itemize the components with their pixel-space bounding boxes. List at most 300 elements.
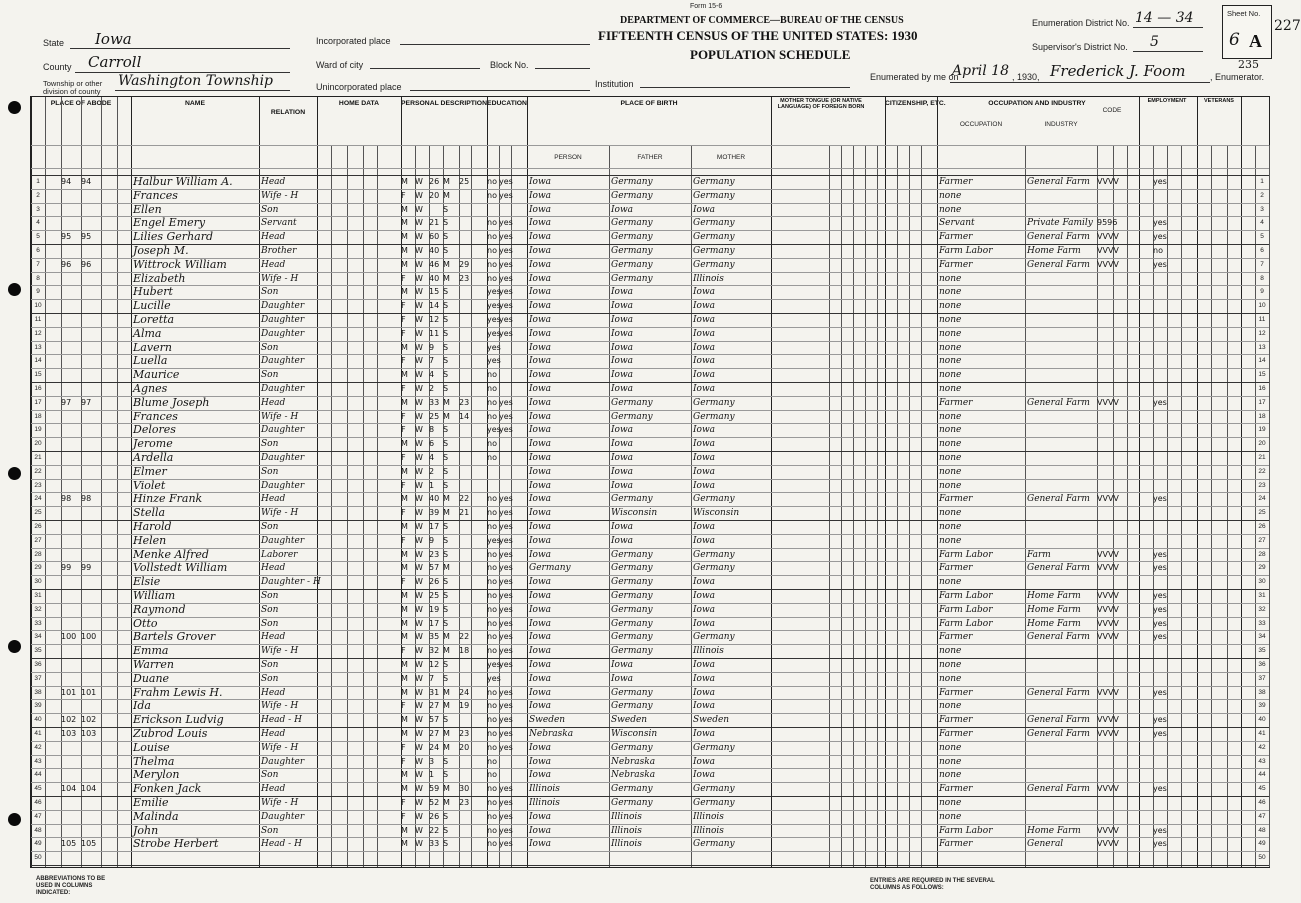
row-number: 46 [1258, 799, 1266, 806]
cell-emp: yes [1153, 494, 1167, 504]
schedule-title: POPULATION SCHEDULE [690, 47, 851, 62]
cell-fb: Iowa [611, 522, 634, 532]
cell-pb: Iowa [529, 177, 552, 187]
cell-ind: Home Farm [1027, 246, 1081, 256]
cell-ind: General Farm [1027, 784, 1090, 795]
state-label: State [43, 38, 65, 48]
cell-fb: Iowa [611, 370, 634, 381]
cell-race: W [415, 480, 423, 490]
cell-mar: M [443, 273, 450, 283]
cell-age: 33 [429, 839, 440, 849]
column-divider [101, 97, 102, 867]
cell-fb: Germany [611, 618, 653, 629]
cell-occ: Servant [939, 218, 975, 229]
cell-race: W [415, 273, 423, 283]
cell-mb: Germany [693, 397, 735, 408]
cell-mage: 24 [459, 687, 470, 697]
cell-sex: M [401, 218, 408, 228]
cell-sex: F [401, 328, 406, 338]
cell-sex: M [401, 204, 408, 214]
supervisor-label: Supervisor's District No. [1032, 42, 1128, 52]
cell-occ: none [939, 273, 962, 284]
cell-age: 17 [429, 618, 440, 628]
cell-race: W [415, 811, 423, 821]
row-number: 33 [1258, 619, 1266, 627]
cell-age: 26 [429, 577, 440, 587]
cell-sch: no [487, 384, 497, 393]
cell-fb: Germany [611, 273, 653, 284]
cell-race: W [415, 687, 423, 697]
cell-sch: no [487, 494, 497, 504]
row-number: 10 [34, 302, 42, 310]
cell-occ: Farmer [939, 397, 973, 408]
cell-age: 33 [429, 397, 440, 407]
cell-code: VVVV [1097, 494, 1119, 504]
cell-occ: none [939, 425, 962, 436]
cell-pb: Iowa [529, 397, 552, 408]
cell-name: Louise [133, 740, 170, 754]
cell-age: 12 [429, 315, 440, 324]
cell-dw: 100 [61, 632, 77, 642]
cell-mage: 23 [459, 273, 470, 283]
cell-race: W [415, 618, 423, 628]
row-number: 6 [36, 247, 40, 254]
cell-rel: Head - H [261, 839, 302, 850]
cell-name: Erickson Ludvig [133, 713, 224, 727]
cell-race: W [415, 328, 423, 338]
cell-code: VVVV [1097, 715, 1119, 725]
cell-mb: Iowa [693, 204, 716, 215]
cell-sch: no [487, 701, 497, 711]
row-number: 20 [34, 440, 42, 448]
cell-name: Zubrod Louis [133, 727, 208, 740]
row-number: 19 [34, 426, 42, 434]
cell-rel: Wife - H [261, 508, 299, 519]
sheet-number-box [1222, 5, 1272, 59]
cell-sex: M [401, 522, 408, 531]
row-number: 1 [36, 178, 40, 185]
cell-name: Ida [133, 699, 151, 713]
cell-mage: 19 [459, 701, 470, 711]
row-number: 43 [34, 757, 42, 765]
cell-mar: M [443, 687, 450, 697]
cell-fb: Germany [611, 246, 653, 256]
cell-fam: 101 [81, 687, 97, 697]
cell-ind: General Farm [1027, 397, 1090, 408]
cell-mb: Wisconsin [693, 508, 740, 519]
cell-occ: Farmer [939, 494, 973, 505]
row-number: 30 [34, 578, 42, 586]
cell-pb: Iowa [529, 301, 552, 312]
cell-rel: Wife - H [261, 190, 299, 201]
cell-mb: Germany [693, 190, 735, 201]
cell-sex: F [401, 742, 406, 752]
cell-code: VVVV [1097, 397, 1119, 407]
group-education: EDUCATION [487, 100, 527, 107]
cell-rd: yes [499, 549, 513, 559]
row-number: 11 [1258, 316, 1266, 323]
cell-mar: M [443, 798, 450, 807]
cell-mar: S [443, 591, 449, 600]
cell-sex: M [401, 618, 408, 628]
row-number: 22 [1258, 467, 1266, 475]
unincorporated-label: Unincorporated place [316, 82, 402, 92]
cell-mb: Iowa [693, 384, 716, 394]
row-number: 34 [1258, 633, 1266, 641]
cell-rd: yes [499, 811, 513, 821]
cell-sch: no [487, 411, 497, 421]
cell-sch: yes [487, 356, 501, 366]
row-number: 35 [34, 647, 42, 655]
cell-fb: Germany [611, 701, 653, 712]
cell-name: Loretta [133, 313, 175, 326]
cell-race: W [415, 549, 423, 559]
cell-rd: yes [499, 190, 513, 200]
cell-fb: Germany [611, 646, 653, 657]
cell-rel: Son [261, 660, 279, 670]
cell-name: Alma [133, 326, 162, 340]
cell-rd: yes [499, 397, 513, 407]
cell-rd: yes [499, 522, 513, 531]
cell-name: Elsie [133, 575, 161, 589]
cell-sch: no [487, 259, 497, 269]
column-number-strip [31, 168, 1269, 169]
cell-code: VVVV [1097, 604, 1119, 614]
cell-mar: S [443, 673, 449, 683]
cell-pb: Iowa [529, 287, 552, 298]
cell-code: VVVV [1097, 784, 1119, 794]
cell-pb: Iowa [529, 811, 552, 822]
cell-mage: 18 [459, 646, 470, 656]
cell-age: 52 [429, 798, 440, 807]
cell-occ: Farmer [939, 729, 973, 739]
enum-district-label: Enumeration District No. [1032, 18, 1130, 28]
column-divider [45, 97, 46, 867]
cell-dw: 94 [61, 177, 72, 186]
cell-rel: Daughter [261, 535, 305, 546]
cell-sch: no [487, 770, 497, 780]
col-father: FATHER [637, 154, 663, 161]
group-occupation: OCCUPATION AND INDUSTRY [988, 100, 1086, 107]
cell-occ: Farmer [939, 839, 973, 850]
row-number: 48 [1258, 826, 1266, 834]
row-number: 38 [34, 688, 42, 696]
cell-name: Helen [133, 533, 167, 547]
cell-pb: Iowa [529, 756, 552, 767]
cell-age: 1 [429, 480, 435, 490]
cell-pb: Iowa [529, 246, 552, 256]
cell-mb: Iowa [693, 315, 716, 325]
row-number: 13 [1258, 343, 1266, 351]
cell-rd: yes [499, 798, 513, 807]
cell-pb: Iowa [529, 425, 552, 436]
cell-mb: Iowa [693, 577, 716, 588]
row-number: 14 [1258, 357, 1266, 365]
cell-race: W [415, 411, 423, 421]
cell-emp: yes [1153, 232, 1167, 242]
cell-mar: S [443, 287, 449, 297]
cell-rd: yes [499, 232, 513, 242]
cell-pb: Iowa [529, 204, 552, 215]
cell-emp: yes [1153, 687, 1167, 697]
cell-sex: M [401, 632, 408, 642]
cell-rd: yes [499, 563, 513, 573]
cell-mb: Iowa [693, 453, 716, 463]
cell-sex: M [401, 177, 408, 186]
cell-pb: Iowa [529, 315, 552, 325]
binder-hole [8, 640, 21, 653]
cell-name: Frahm Lewis H. [133, 685, 223, 699]
column-divider [937, 97, 938, 867]
cell-sex: F [401, 315, 406, 324]
cell-mb: Iowa [693, 673, 716, 684]
cell-mb: Germany [693, 177, 735, 187]
cell-occ: none [939, 798, 962, 808]
cell-sex: F [401, 411, 406, 421]
cell-mar: S [443, 535, 449, 545]
cell-occ: Farmer [939, 784, 973, 795]
cell-fb: Germany [611, 687, 653, 698]
cell-age: 27 [429, 729, 440, 738]
cell-emp: yes [1153, 218, 1167, 228]
cell-fb: Germany [611, 563, 653, 574]
enumerated-label: Enumerated by me on [870, 72, 959, 82]
cell-mar: S [443, 425, 449, 435]
cell-mb: Germany [693, 784, 735, 795]
cell-sch: no [487, 232, 497, 242]
cell-occ: none [939, 480, 962, 491]
row-number: 42 [34, 743, 42, 751]
cell-race: W [415, 370, 423, 380]
cell-mb: Iowa [693, 687, 716, 698]
row-number: 49 [34, 840, 42, 848]
cell-sch: yes [487, 673, 501, 683]
cell-mar: S [443, 839, 449, 849]
cell-pb: Iowa [529, 591, 552, 601]
cell-sch: no [487, 549, 497, 559]
cell-race: W [415, 494, 423, 504]
cell-pb: Iowa [529, 618, 552, 629]
cell-mar: M [443, 563, 450, 573]
cell-occ: none [939, 453, 962, 463]
cell-pb: Iowa [529, 701, 552, 712]
cell-sch: no [487, 577, 497, 587]
cell-sch: no [487, 273, 497, 283]
cell-fam: 95 [81, 232, 92, 242]
cell-fb: Wisconsin [611, 729, 658, 739]
cell-sch: no [487, 453, 497, 462]
row-number: 43 [1258, 757, 1266, 765]
column-divider [527, 97, 528, 867]
cell-sex: M [401, 687, 408, 697]
cell-mb: Iowa [693, 756, 716, 767]
cell-rel: Brother [261, 246, 297, 256]
cell-age: 12 [429, 660, 440, 669]
cell-sex: F [401, 480, 406, 490]
row-number: 50 [1258, 854, 1266, 862]
group-employment: EMPLOYMENT [1147, 98, 1187, 104]
cell-rel: Son [261, 287, 279, 298]
cell-fb: Iowa [611, 660, 634, 670]
cell-sex: M [401, 494, 408, 504]
row-number: 41 [1258, 730, 1266, 737]
row-number: 21 [1258, 454, 1266, 461]
cell-mar: S [443, 370, 449, 380]
cell-race: W [415, 190, 423, 200]
cell-name: Hubert [133, 285, 173, 299]
row-number: 23 [34, 481, 42, 489]
cell-name: Ardella [133, 451, 174, 464]
cell-name: Luella [133, 354, 168, 368]
cell-pb: Iowa [529, 770, 552, 781]
cell-sex: F [401, 356, 406, 366]
cell-mage: 29 [459, 259, 470, 269]
cell-age: 1 [429, 770, 435, 780]
cell-pb: Iowa [529, 466, 552, 477]
cell-emp: yes [1153, 715, 1167, 725]
cell-occ: none [939, 660, 962, 670]
row-number: 20 [1258, 440, 1266, 448]
cell-ind: Home Farm [1027, 591, 1081, 601]
cell-race: W [415, 425, 423, 435]
cell-sex: F [401, 811, 406, 821]
cell-sex: M [401, 232, 408, 242]
cell-name: Bartels Grover [133, 630, 216, 644]
cell-race: W [415, 177, 423, 186]
cell-sex: F [401, 453, 406, 462]
cell-age: 24 [429, 742, 440, 752]
cell-mb: Iowa [693, 535, 716, 546]
cell-code: VVVV [1097, 246, 1119, 255]
cell-sex: F [401, 425, 406, 435]
cell-rel: Son [261, 770, 279, 781]
cell-mage: 21 [459, 508, 470, 518]
cell-mb: Iowa [693, 618, 716, 629]
cell-age: 25 [429, 591, 440, 600]
cell-sch: yes [487, 287, 501, 297]
cell-mb: Iowa [693, 466, 716, 477]
cell-rd: yes [499, 660, 513, 669]
enum-date: April 18 [952, 63, 1009, 79]
cell-code: VVVV [1097, 618, 1119, 628]
cell-age: 59 [429, 784, 440, 794]
cell-sex: M [401, 549, 408, 559]
cell-occ: none [939, 356, 962, 367]
cell-rel: Daughter [261, 480, 305, 491]
cell-dw: 99 [61, 563, 72, 573]
cell-sex: M [401, 246, 408, 255]
cell-race: W [415, 784, 423, 794]
cell-occ: none [939, 439, 962, 450]
cell-pb: Iowa [529, 480, 552, 491]
cell-sex: F [401, 798, 406, 807]
cell-pb: Iowa [529, 453, 552, 463]
row-number: 12 [1258, 329, 1266, 337]
cell-ind: Farm [1027, 549, 1051, 560]
cell-fb: Iowa [611, 673, 634, 684]
cell-name: Delores [133, 423, 176, 437]
cell-age: 11 [429, 328, 440, 338]
cell-name: Hinze Frank [133, 492, 203, 506]
cell-emp: yes [1153, 591, 1167, 600]
row-number: 13 [34, 343, 42, 351]
column-divider [771, 97, 772, 867]
row-number: 40 [1258, 716, 1266, 724]
cell-rd: yes [499, 259, 513, 269]
cell-name: Emma [133, 644, 169, 658]
cell-occ: none [939, 315, 962, 325]
cell-rd: yes [499, 715, 513, 725]
cell-mb: Germany [693, 246, 735, 256]
row-number: 5 [36, 233, 40, 241]
cell-mar: S [443, 453, 449, 462]
cell-name: Joseph M. [133, 244, 189, 257]
cell-mage: 30 [459, 784, 470, 794]
cell-dw: 96 [61, 259, 72, 269]
cell-race: W [415, 673, 423, 683]
cell-rd: yes [499, 218, 513, 228]
cell-sex: M [401, 370, 408, 380]
cell-rel: Daughter [261, 384, 305, 394]
row-number: 3 [1260, 205, 1264, 213]
cell-dw: 103 [61, 729, 77, 738]
cell-race: W [415, 232, 423, 242]
county-value: Carroll [88, 53, 142, 71]
cell-mb: Iowa [693, 480, 716, 491]
sheet-number: 6 [1229, 30, 1240, 50]
cell-rd: yes [499, 687, 513, 697]
cell-rel: Head [261, 259, 286, 270]
cell-mb: Germany [693, 549, 735, 560]
cell-sch: no [487, 729, 497, 738]
form-number: Form 15-6 [690, 3, 723, 10]
group-tongue: MOTHER TONGUE (OR NATIVE LANGUAGE) OF FOREIGN BORN [777, 98, 865, 110]
column-divider [81, 97, 82, 867]
row-number: 37 [34, 674, 42, 682]
row-number: 21 [34, 454, 42, 461]
cell-race: W [415, 397, 423, 407]
col-industry: INDUSTRY [1044, 121, 1078, 128]
cell-fb: Germany [611, 190, 653, 201]
cell-sex: M [401, 660, 408, 669]
cell-rel: Daughter [261, 453, 305, 463]
group-veterans: VETERANS [1204, 98, 1234, 104]
cell-name: William [133, 589, 176, 602]
row-number: 32 [34, 605, 42, 613]
cell-rel: Daughter [261, 315, 305, 325]
row-number: 23 [1258, 481, 1266, 489]
column-divider [259, 97, 260, 867]
cell-occ: none [939, 342, 962, 353]
cell-name: Violet [133, 478, 166, 492]
cell-rel: Head [261, 687, 286, 698]
cell-sex: M [401, 466, 408, 476]
cell-sch: no [487, 439, 497, 449]
row-number: 15 [34, 371, 42, 379]
cell-age: 26 [429, 177, 440, 186]
cell-age: 3 [429, 756, 435, 766]
cell-mar: M [443, 508, 450, 518]
cell-mb: Germany [693, 259, 735, 270]
cell-dw: 102 [61, 715, 77, 725]
cell-fb: Germany [611, 604, 653, 615]
cell-pb: Iowa [529, 190, 552, 201]
cell-sex: F [401, 756, 406, 766]
cell-emp: yes [1153, 825, 1167, 835]
cell-name: Lavern [133, 340, 172, 354]
cell-fb: Wisconsin [611, 508, 658, 519]
cell-dw: 98 [61, 494, 72, 504]
